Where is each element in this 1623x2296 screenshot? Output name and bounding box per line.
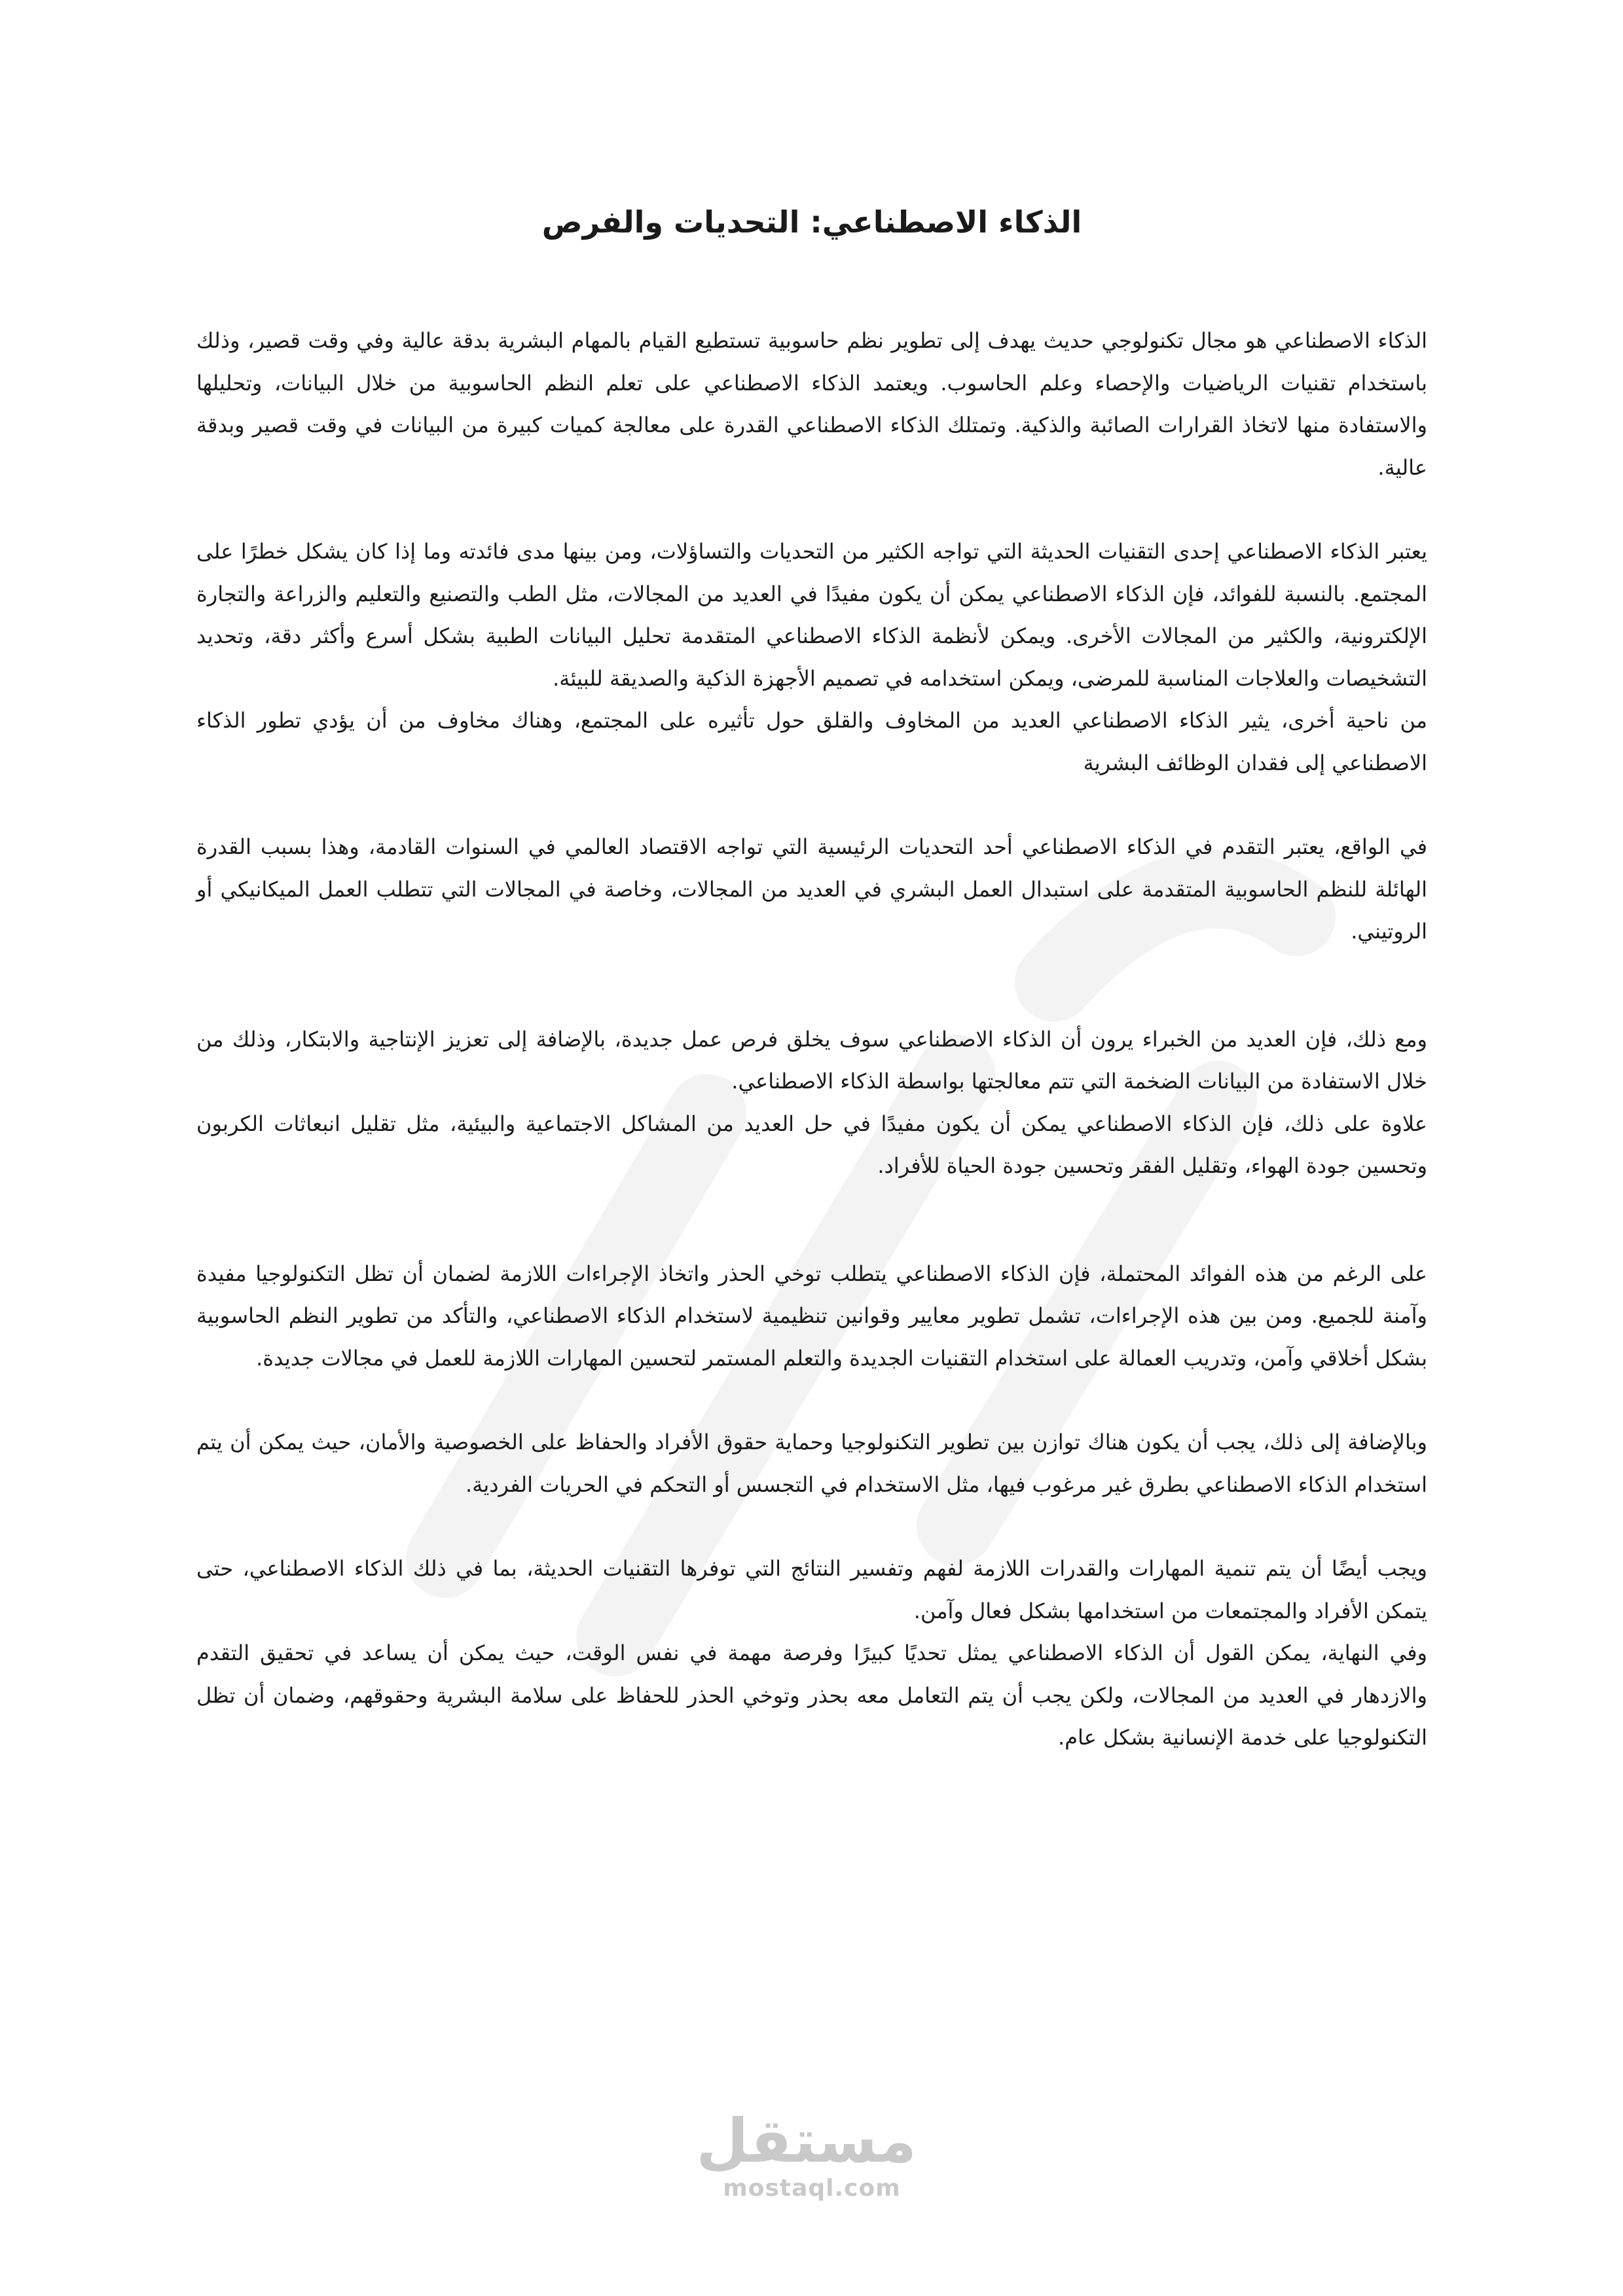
paragraph: ويجب أيضًا أن يتم تنمية المهارات والقدرات اللازمة لفهم وتفسير النتائج التي توفرها التقنيات الحديثة، بما في ذلك الذكاء الاصطناعي، حتى يتمكن الأفراد والمجتمعات من استخدامها بشكل فعال وآمن. — [196, 1556, 1427, 1623]
document-body — [196, 320, 1427, 1759]
logo-wordmark: مستقل — [696, 2106, 917, 2176]
mostaql-logo — [696, 2106, 917, 2203]
paragraph: وبالإضافة إلى ذلك، يجب أن يكون هناك توازن بين تطوير التكنولوجيا وحماية حقوق الأفراد والحفاظ على الخصوصية والأمان، حيث يمكن أن يتم استخدام الذكاء الاصطناعي بطرق غير مرغوب فيها، مثل الاستخدام في التجسس أو التحكم في الحريات الفردية. — [196, 1430, 1427, 1497]
logo-url: mostaql.com — [723, 2175, 901, 2202]
paragraph: علاوة على ذلك، فإن الذكاء الاصطناعي يمكن أن يكون مفيدًا في حل العديد من المشاكل الاجتماعية والبيئية، مثل تقليل انبعاثات الكربون وتحسين جودة الهواء، وتقليل الفقر وتحسين جودة الحياة للأفراد. — [196, 1111, 1427, 1178]
paragraph: الذكاء الاصطناعي هو مجال تكنولوجي حديث يهدف إلى تطوير نظم حاسوبية تستطيع القيام بالمهام البشرية بدقة عالية وفي وقت قصير، وذلك باستخدام تقنيات الرياضيات والإحصاء وعلم الحاسوب. ويعتمد الذكاء الاصطناعي على تعلم النظم الحاسوبية من خلال البيانات، وتحليلها والاستفادة منها لاتخاذ القرارات الصائبة والذكية. وتمتلك الذكاء الاصطناعي القدرة على معالجة كميات كبيرة من البيانات في وقت قصير وبدقة عالية. — [196, 328, 1427, 480]
paragraph: على الرغم من هذه الفوائد المحتملة، فإن الذكاء الاصطناعي يتطلب توخي الحذر واتخاذ الإجراءات اللازمة لضمان أن تظل التكنولوجيا مفيدة وآمنة للجميع. ومن بين هذه الإجراءات، تشمل تطوير معايير وقوانين تنظيمية لاستخدام الذكاء الاصطناعي، والتأكد من تطوير النظم الحاسوبية بشكل أخلاقي وآمن، وتدريب العمالة على استخدام التقنيات الجديدة والتعلم المستمر لتحسين المهارات اللازمة للعمل في مجالات جديدة. — [196, 1261, 1427, 1371]
paragraph: ومع ذلك، فإن العديد من الخبراء يرون أن الذكاء الاصطناعي سوف يخلق فرص عمل جديدة، بالإضافة إلى تعزيز الإنتاجية والابتكار، وذلك من خلال الاستفادة من البيانات الضخمة التي تتم معالجتها بواسطة الذكاء الاصطناعي. — [196, 1026, 1427, 1094]
paragraph: يعتبر الذكاء الاصطناعي إحدى التقنيات الحديثة التي تواجه الكثير من التحديات والتساؤلات، ومن بينها مدى فائدته وما إذا كان يشكل خطرًا على المجتمع. بالنسبة للفوائد، فإن الذكاء الاصطناعي يمكن أن يكون مفيدًا في العديد من المجالات، مثل الطب والتصنيع والتعليم والزراعة والتجارة الإلكترونية، والكثير من المجالات الأخرى. ويمكن لأنظمة الذكاء الاصطناعي المتقدمة تحليل البيانات الطبية بشكل أسرع وأكثر دقة، وتحديد التشخيصات والعلاجات المناسبة للمرضى، ويمكن استخدامه في تصميم الأجهزة الذكية والصديقة للبيئة. — [196, 539, 1427, 691]
paragraph: في الواقع، يعتبر التقدم في الذكاء الاصطناعي أحد التحديات الرئيسية التي تواجه الاقتصاد العالمي في السنوات القادمة، وهذا بسبب القدرة الهائلة للنظم الحاسوبية المتقدمة على استبدال العمل البشري في العديد من المجالات، وخاصة في المجالات التي تتطلب العمل الميكانيكي أو الروتيني. — [196, 834, 1427, 944]
paragraph: وفي النهاية، يمكن القول أن الذكاء الاصطناعي يمثل تحديًا كبيرًا وفرصة مهمة في نفس الوقت، حيث يمكن أن يساعد في تحقيق التقدم والازدهار في العديد من المجالات، ولكن يجب أن يتم التعامل معه بحذر وتوخي الحذر للحفاظ على سلامة البشرية وحقوقهم، وضمان أن تظل التكنولوجيا على خدمة الإنسانية بشكل عام. — [196, 1640, 1427, 1750]
paragraph: من ناحية أخرى، يثير الذكاء الاصطناعي العديد من المخاوف والقلق حول تأثيره على المجتمع، وهناك مخاوف من أن يؤدي تطور الذكاء الاصطناعي إلى فقدان الوظائف البشرية — [196, 708, 1427, 775]
document-title: الذكاء الاصطناعي: التحديات والفرص — [541, 204, 1082, 240]
